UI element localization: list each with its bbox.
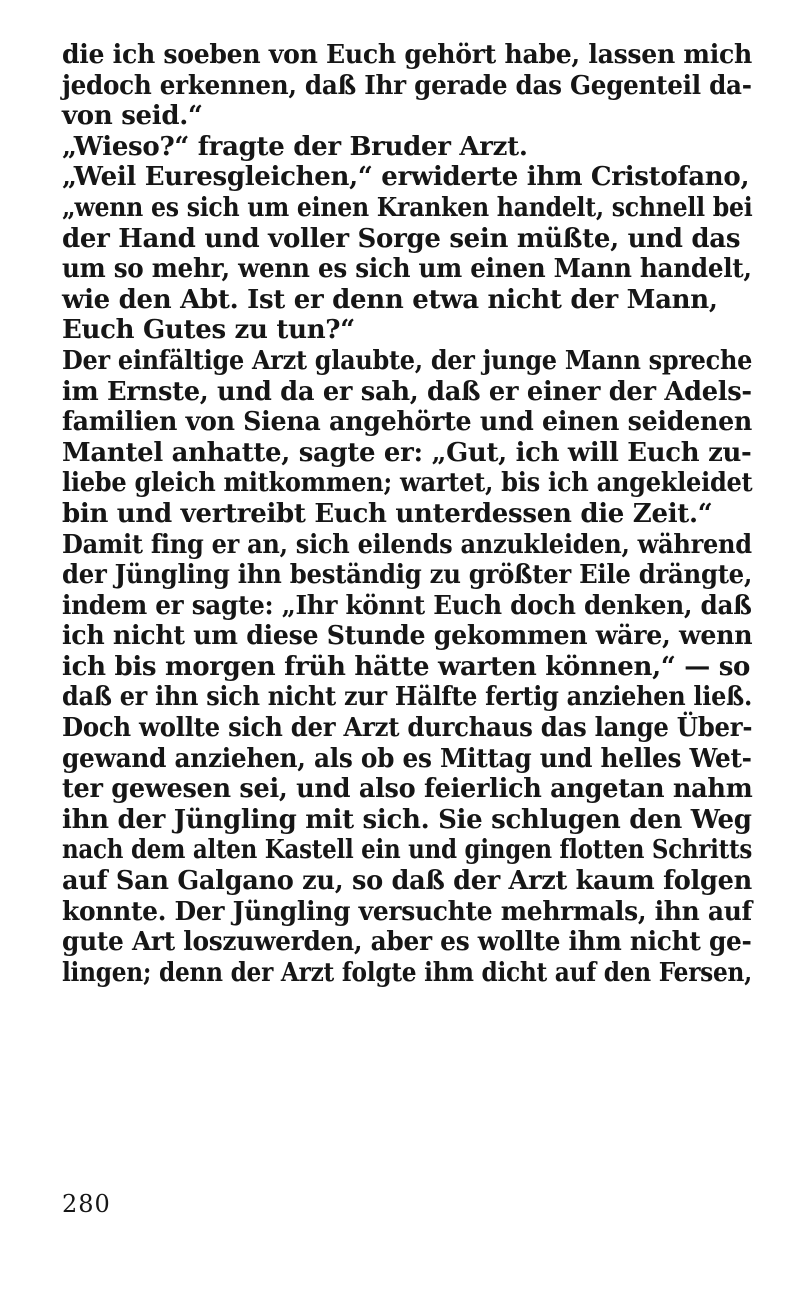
text-line: wie den Abt. Ist er denn etwa nicht der Mann, xyxy=(62,284,718,315)
text-line: ich nicht um diese Stunde gekommen wäre, wenn xyxy=(62,621,753,652)
page-number: 280 xyxy=(62,1190,111,1218)
text-line: um so mehr, wenn es sich um einen Mann handelt, xyxy=(62,254,752,285)
text-line: „wenn es sich um einen Kranken handelt, schnell bei xyxy=(62,192,753,223)
page-body xyxy=(62,40,752,988)
text-line: Doch wollte sich der Arzt durchaus das lange Über- xyxy=(62,713,753,744)
text-line: Mantel anhatte, sagte er: „Gut, ich will Euch zu- xyxy=(62,437,752,468)
text-line: jedoch erkennen, daß Ihr gerade das Gegenteil da- xyxy=(62,70,752,101)
text-line: Der einfältige Arzt glaubte, der junge Mann spreche xyxy=(62,345,753,376)
text-line: von seid.“ xyxy=(62,101,203,132)
text-line: nach dem alten Kastell ein und gingen flotten Schritts xyxy=(62,835,753,866)
text-line: familien von Siena angehörte und einen seidenen xyxy=(62,407,752,438)
text-line: im Ernste, und da er sah, daß er einer der Adels- xyxy=(62,376,752,407)
text-line: gewand anziehen, als ob es Mittag und helles Wet- xyxy=(62,743,752,774)
text-line: Damit fing er an, sich eilends anzukleiden, während xyxy=(62,529,752,560)
text-line: der Hand und voller Sorge sein müßte, und das xyxy=(62,223,741,254)
text-line: ihn der Jüngling mit sich. Sie schlugen den Weg xyxy=(62,804,752,835)
text-line: ich bis morgen früh hätte warten können,“ — so xyxy=(62,651,751,682)
text-line: die ich soeben von Euch gehört habe, lassen mich xyxy=(62,40,752,70)
text-line: gute Art loszuwerden, aber es wollte ihm nicht ge- xyxy=(62,927,752,958)
text-line: „Weil Euresgleichen,“ erwiderte ihm Cristofano, xyxy=(62,162,750,193)
text-line: konnte. Der Jüngling versuchte mehrmals, ihn auf xyxy=(62,896,752,927)
text-line: „Wieso?“ fragte der Bruder Arzt. xyxy=(62,131,528,162)
text-line: liebe gleich mitkommen; wartet, bis ich angekleidet xyxy=(62,468,753,499)
text-line: Euch Gutes zu tun?“ xyxy=(62,315,355,346)
text-line: auf San Galgano zu, so daß der Arzt kaum folgen xyxy=(62,866,752,897)
text-line: bin und vertreibt Euch unterdessen die Zeit.“ xyxy=(62,498,713,529)
text-line: indem er sagte: „Ihr könnt Euch doch denken, daß xyxy=(62,590,752,621)
text-line: daß er ihn sich nicht zur Hälfte fertig anziehen ließ. xyxy=(62,682,753,713)
text-line: ter gewesen sei, und also feierlich angetan nahm xyxy=(62,774,753,805)
text-line: der Jüngling ihn beständig zu größter Eile drängte, xyxy=(62,560,753,591)
text-line: lingen; denn der Arzt folgte ihm dicht auf den Fersen, xyxy=(62,957,752,988)
